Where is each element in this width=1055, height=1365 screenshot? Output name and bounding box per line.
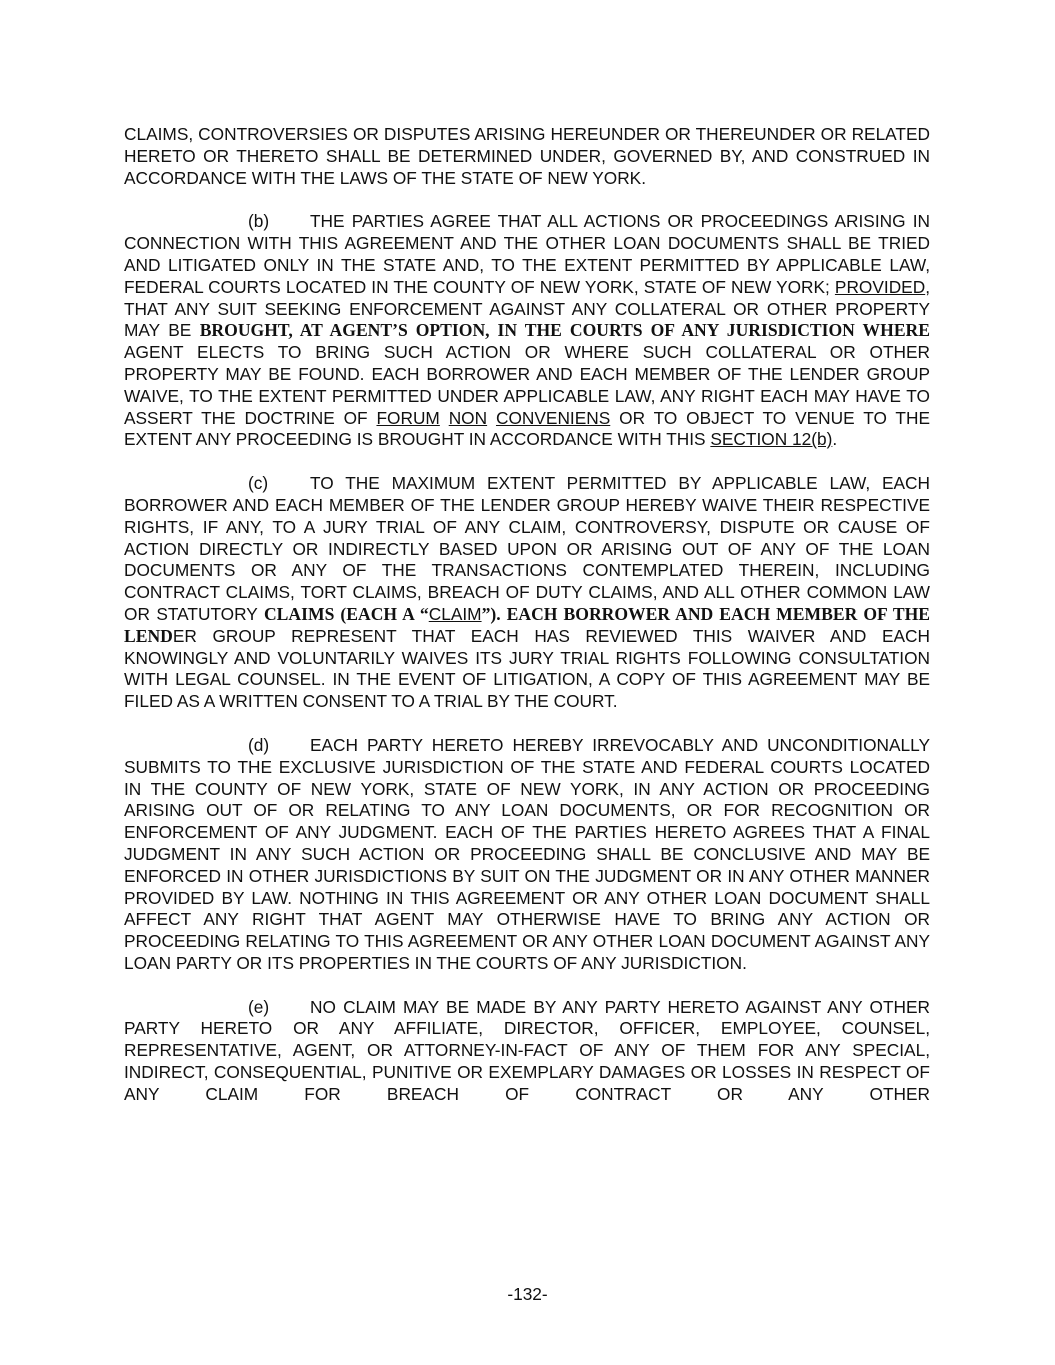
paragraph-d-label: (d)	[248, 734, 270, 755]
paragraph-a-continuation	[124, 124, 930, 189]
forum-term: FORUM	[376, 407, 440, 428]
paragraph-d	[124, 735, 930, 975]
section-reference: SECTION 12(b)	[710, 429, 833, 450]
paragraph-b-label: (b)	[248, 211, 270, 232]
paragraph-b-text-4: OR TO OBJECT TO VENUE TO THE EXTENT ANY PROCEEDING IS BROUGHT IN ACCORDANCE WITH THIS	[124, 407, 930, 450]
paragraph-d-text: EACH PARTY HERETO HEREBY IRREVOCABLY AND UNCONDITIONALLY SUBMITS TO THE EXCLUSIVE JURISDICTION OF THE STATE AND FEDERAL COURTS LOCATED IN THE COUNTY OF NEW YORK, STATE OF NEW YORK, IN ANY ACTION OR PROCEEDING ARISING OUT OF OR RELATING TO ANY LOAN DOCUMENTS, OR FOR RECOGNITION OR ENFORCEMENT OF ANY JUDGMENT. EACH OF THE PARTIES HERETO AGREES THAT A FINAL JUDGMENT IN ANY SUCH ACTION OR PROCEEDING SHALL BE CONCLUSIVE AND MAY BE ENFORCED IN OTHER JURISDICTIONS BY SUIT ON THE JUDGMENT OR IN ANY OTHER MANNER PROVIDED BY LAW. NOTHING IN THIS AGREEMENT OR ANY OTHER LOAN DOCUMENT SHALL AFFECT ANY RIGHT THAT AGENT MAY OTHERWISE HAVE TO BRING ANY ACTION OR PROCEEDING RELATING TO THIS AGREEMENT OR ANY OTHER LOAN DOCUMENT AGAINST ANY LOAN PARTY OR ITS PROPERTIES IN THE COURTS OF ANY JURISDICTION.	[124, 734, 930, 973]
paragraph-c-bold-text-1: CLAIMS (EACH A “	[263, 603, 429, 624]
paragraph-e	[124, 997, 930, 1106]
paragraph-b-text-5: .	[832, 429, 838, 450]
paragraph-c-text-2: ER GROUP REPRESENT THAT EACH HAS REVIEWED THIS WAIVER AND EACH KNOWINGLY AND VOLUNTARILY WAIVES ITS JURY TRIAL RIGHTS FOLLOWING CONSULTATION WITH LEGAL COUNSEL. IN THE EVENT OF LITIGATION, A COPY OF THIS AGREEMENT MAY BE FILED AS A WRITTEN CONSENT TO A TRIAL BY THE COURT.	[124, 625, 930, 712]
paragraph-b-bold-text: BROUGHT, AT AGENT’S OPTION, IN THE COURTS OF ANY JURISDICTION WHERE	[199, 320, 930, 341]
paragraph-b	[124, 211, 930, 451]
paragraph-c-bold-text-2: ”). EACH BORROWER AND EACH MEMBER OF THE LEND	[124, 603, 930, 646]
paragraph-e-text: NO CLAIM MAY BE MADE BY ANY PARTY HERETO AGAINST ANY OTHER PARTY HERETO OR ANY AFFILIATE, DIRECTOR, OFFICER, EMPLOYEE, COUNSEL, REPRESENTATIVE, AGENT, OR ATTORNEY-IN-FACT OF ANY OF THEM FOR ANY SPECIAL, INDIRECT, CONSEQUENTIAL, PUNITIVE OR EXEMPLARY DAMAGES OR LOSSES IN RESPECT OF ANY CLAIM FOR BREACH OF CONTRACT OR ANY OTHER	[124, 996, 930, 1104]
paragraph-c-text-1: TO THE MAXIMUM EXTENT PERMITTED BY APPLICABLE LAW, EACH BORROWER AND EACH MEMBER OF THE LENDER GROUP HEREBY WAIVE THEIR RESPECTIVE RIGHTS, IF ANY, TO A JURY TRIAL OF ANY CLAIM, CONTROVERSY, DISPUTE OR CAUSE OF ACTION DIRECTLY OR INDIRECTLY BASED UPON OR ARISING OUT OF ANY OF THE LOAN DOCUMENTS OR ANY OF THE TRANSACTIONS CONTEMPLATED THEREIN, INCLUDING CONTRACT CLAIMS, TORT CLAIMS, BREACH OF DUTY CLAIMS, AND ALL OTHER COMMON LAW OR STATUTORY	[124, 473, 930, 624]
provided-term: PROVIDED	[834, 276, 926, 297]
paragraph-e-label: (e)	[248, 996, 270, 1017]
paragraph-b-text-1: THE PARTIES AGREE THAT ALL ACTIONS OR PROCEEDINGS ARISING IN CONNECTION WITH THIS AGREEMENT AND THE OTHER LOAN DOCUMENTS SHALL BE TRIED AND LITIGATED ONLY IN THE STATE AND, TO THE EXTENT PERMITTED BY APPLICABLE LAW, FEDERAL COURTS LOCATED IN THE COUNTY OF NEW YORK, STATE OF NEW YORK;	[124, 211, 930, 297]
non-term: NON	[448, 407, 488, 428]
claim-term: CLAIM	[428, 603, 482, 624]
document-body	[124, 124, 930, 1106]
page-number: -132-	[507, 1284, 548, 1304]
conveniens-term: CONVENIENS	[495, 407, 611, 428]
paragraph-b-text-2: , THAT ANY SUIT SEEKING ENFORCEMENT AGAINST ANY COLLATERAL OR OTHER PROPERTY MAY BE	[124, 276, 930, 341]
paragraph-b-text-3: AGENT ELECTS TO BRING SUCH ACTION OR WHERE SUCH COLLATERAL OR OTHER PROPERTY MAY BE FOUND. EACH BORROWER AND EACH MEMBER OF THE LENDER GROUP WAIVE, TO THE EXTENT PERMITTED UNDER APPLICABLE LAW, ANY RIGHT EACH MAY HAVE TO ASSERT THE DOCTRINE OF	[124, 342, 930, 428]
paragraph-c-label: (c)	[248, 473, 269, 494]
paragraph-a-text: CLAIMS, CONTROVERSIES OR DISPUTES ARISING HEREUNDER OR THEREUNDER OR RELATED HERETO OR THERETO SHALL BE DETERMINED UNDER, GOVERNED BY, AND CONSTRUED IN ACCORDANCE WITH THE LAWS OF THE STATE OF NEW YORK.	[124, 124, 930, 188]
paragraph-c	[124, 473, 930, 713]
